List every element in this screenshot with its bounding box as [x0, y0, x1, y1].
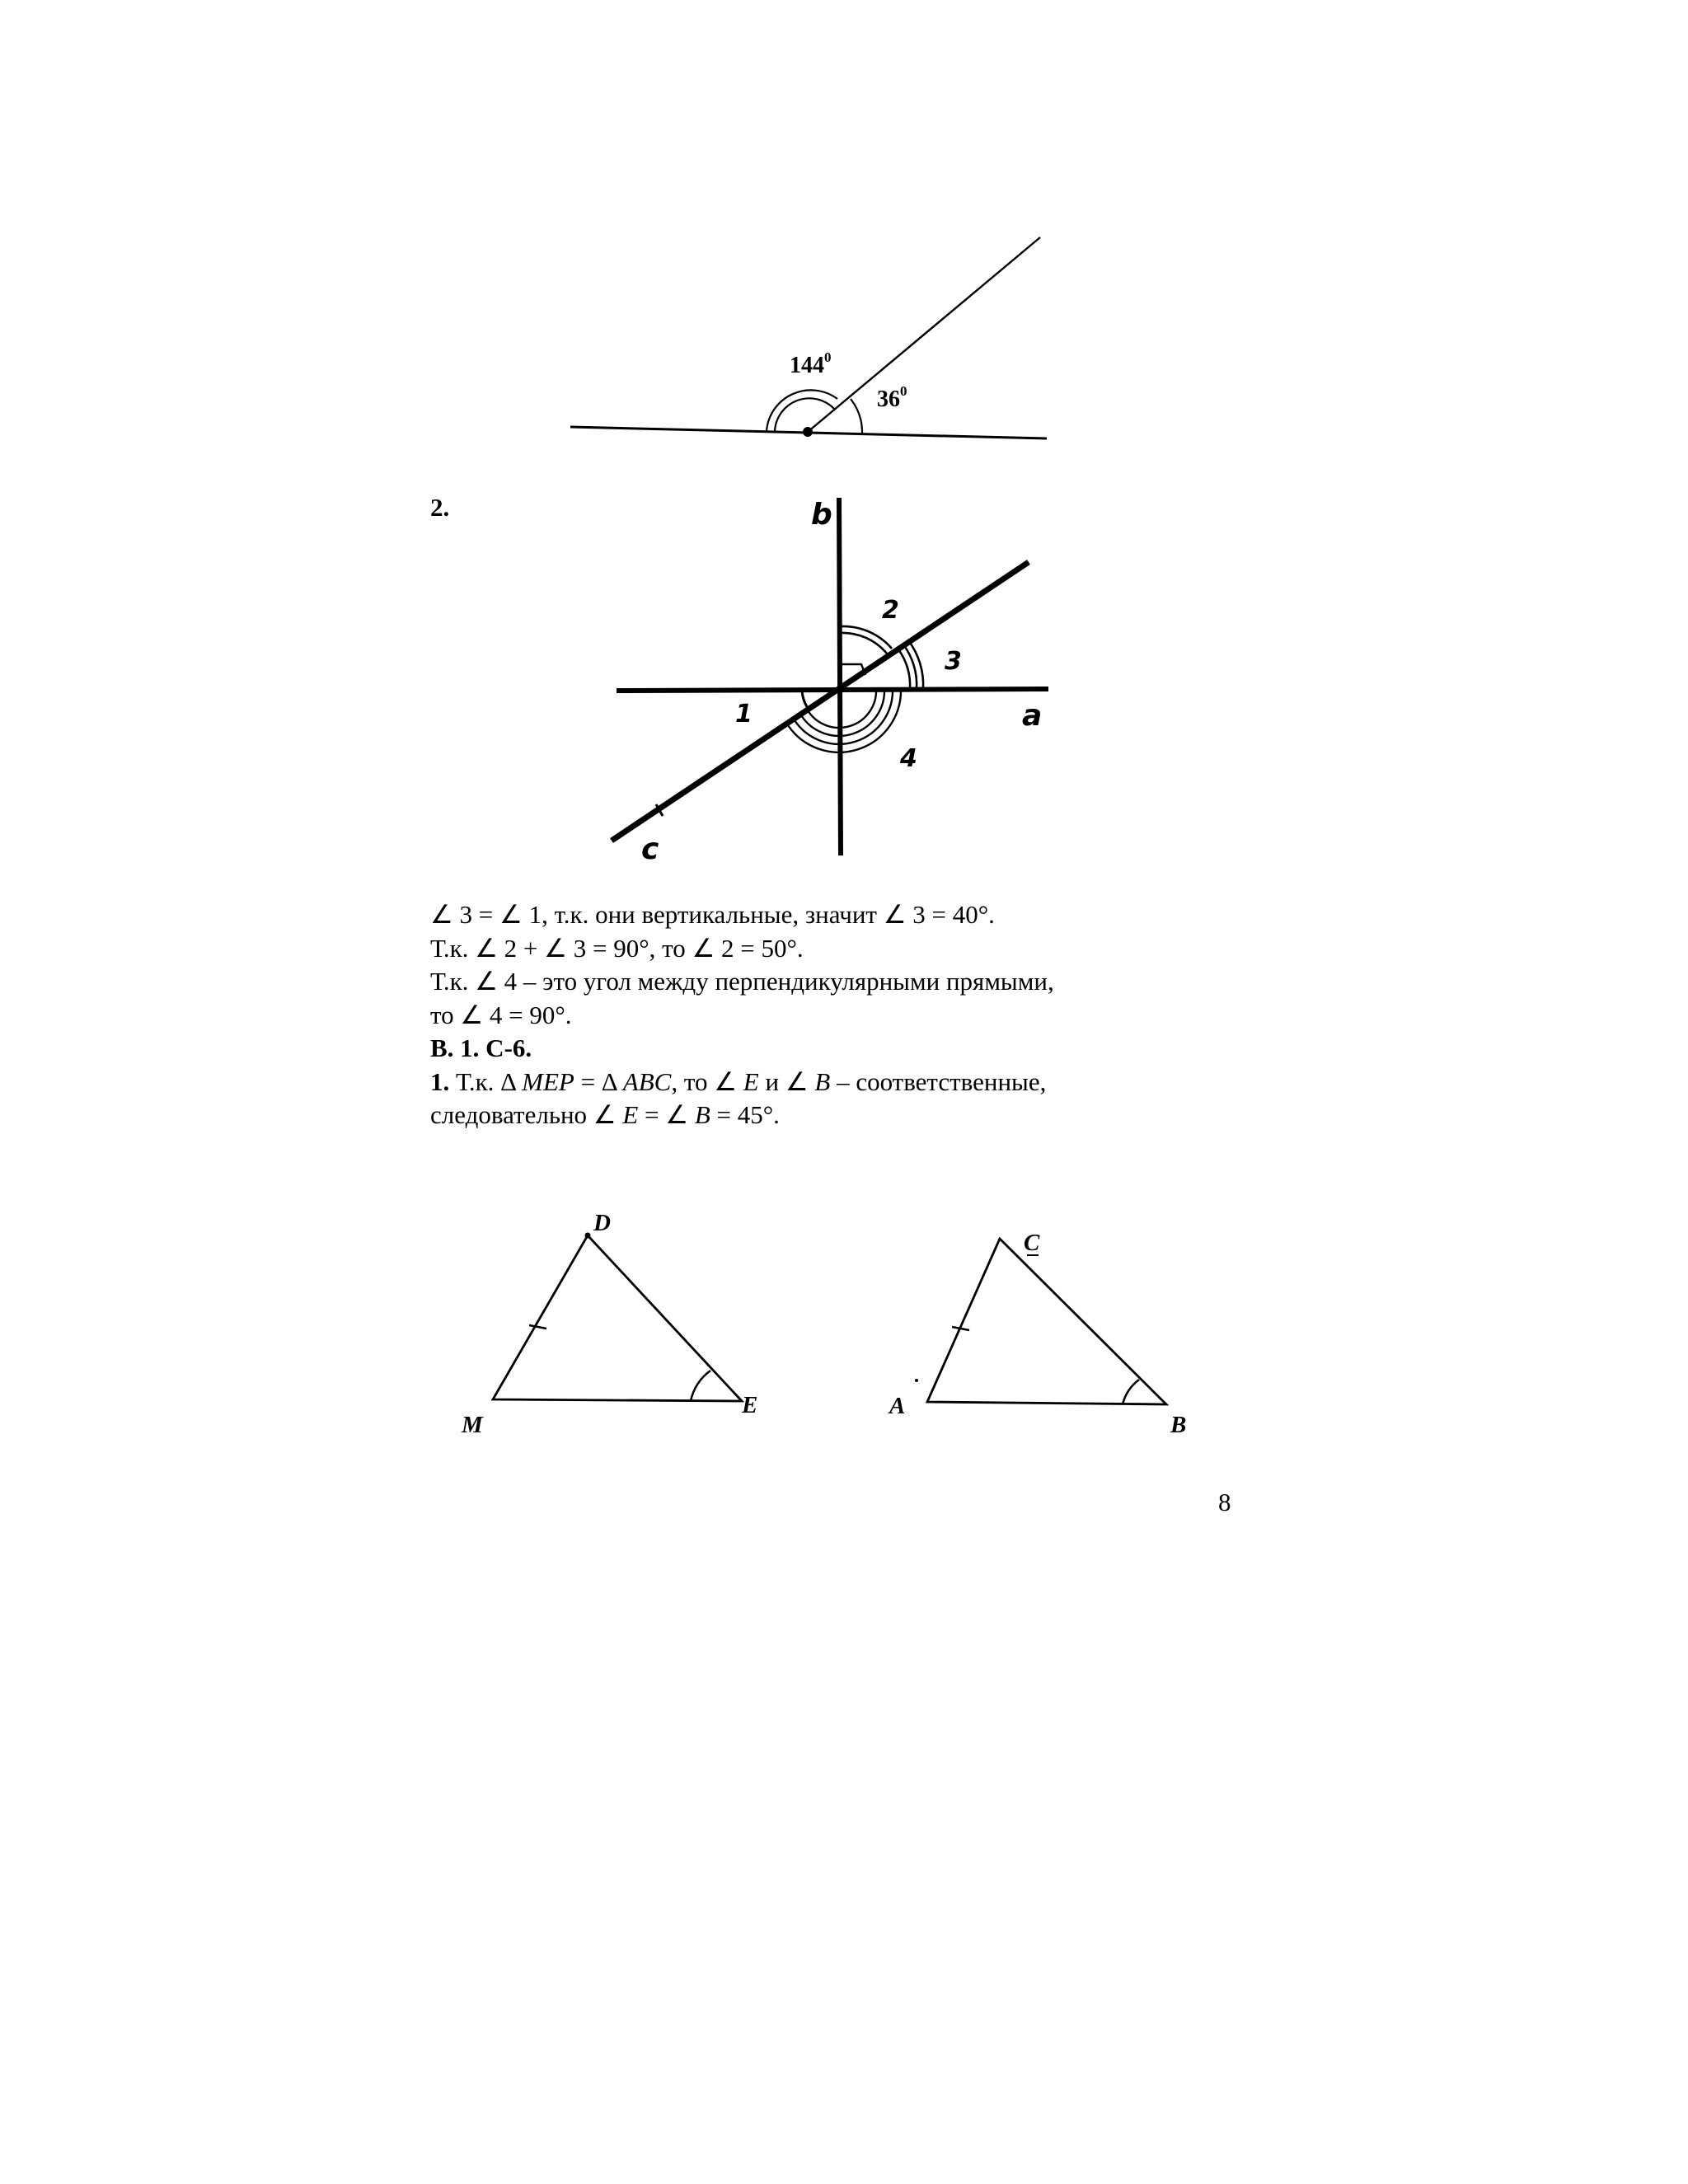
line-c [612, 562, 1029, 841]
label-angle-3: 3 [945, 647, 962, 676]
text-line-2: Т.к. ∠ 2 + ∠ 3 = 90°, то ∠ 2 = 50°. [430, 933, 804, 963]
triangle-mep: MEP [522, 1066, 574, 1096]
arc-angle-1 [802, 690, 809, 710]
ray [808, 237, 1040, 432]
triangles-svg [445, 1195, 1253, 1442]
l7-angle-b: B [694, 1100, 710, 1129]
label-144: $144^0$ [790, 349, 832, 378]
label-angle-4: 4 [900, 744, 917, 773]
label-a: a [1022, 699, 1043, 733]
arc-angle-3-a [898, 649, 910, 689]
l6-p4: и ∠ [758, 1066, 815, 1096]
l6-angle-e: E [743, 1066, 759, 1096]
l6-angle-b: B [814, 1066, 831, 1096]
arc-angle-2-a [840, 633, 887, 654]
l6-p3: , то ∠ [671, 1066, 743, 1096]
label-vertex-a: A [889, 1393, 906, 1419]
arc-36 [851, 399, 862, 434]
figure-adjacent-angles [560, 223, 1071, 470]
text-line-6 [430, 1066, 1419, 1099]
text-line-4: то ∠ 4 = 90°. [430, 1000, 572, 1029]
label-36: $36^0$ [877, 383, 907, 412]
vertex-point [803, 427, 813, 437]
triangle-acb [927, 1239, 1166, 1404]
l7-p1: следовательно ∠ [430, 1100, 623, 1129]
text-line-7 [430, 1099, 1419, 1132]
line-b [839, 498, 841, 855]
speck-a [915, 1379, 918, 1382]
adjacent-angles-svg [560, 223, 1071, 470]
arc-angle-e [691, 1371, 710, 1401]
arc-angle-4-b [801, 689, 884, 736]
text-line-3: Т.к. ∠ 4 – это угол между перпендикулярными прямыми, [430, 967, 1054, 996]
l7-p3: = 45°. [710, 1100, 780, 1129]
perpendicular-lines-svg [602, 486, 1096, 874]
triangle-abc: ABC [622, 1066, 672, 1096]
arc-144-outer [767, 390, 837, 431]
figure-perpendicular-lines [602, 486, 1096, 874]
label-angle-2: 2 [882, 596, 899, 625]
vertex-d [585, 1233, 591, 1239]
label-b: b [811, 498, 832, 532]
label-vertex-d: D [593, 1210, 611, 1236]
arc-144-inner [775, 398, 834, 431]
l6-p5: – соответственные, [830, 1066, 1047, 1096]
solution-text [430, 898, 1419, 1132]
figure-triangles [445, 1195, 1253, 1442]
l7-angle-e: E [622, 1100, 639, 1129]
l6-p1: Т.к. Δ [449, 1066, 523, 1096]
l6-p2: = Δ [574, 1066, 623, 1096]
tick-md [529, 1325, 546, 1329]
page-number: 8 [1218, 1488, 1231, 1516]
arc-angle-b [1123, 1380, 1139, 1404]
l7-p2: = ∠ [638, 1100, 695, 1129]
section-heading-v1-c6: В. 1. С-6. [430, 1033, 532, 1062]
label-vertex-m: M [462, 1412, 483, 1438]
line-1-text: ∠ 3 = ∠ 1, т.к. они вертикальные, значит ∠ 3 = 40°. [430, 900, 995, 929]
label-vertex-b: B [1170, 1412, 1187, 1438]
item-number-1: 1. [430, 1066, 450, 1096]
label-vertex-c: C [1024, 1230, 1040, 1256]
label-angle-1: 1 [735, 700, 753, 729]
label-c: c [641, 832, 659, 866]
text-line-1 [430, 898, 1419, 932]
label-vertex-e: E [742, 1392, 758, 1418]
section-number-2: 2. [430, 493, 450, 522]
